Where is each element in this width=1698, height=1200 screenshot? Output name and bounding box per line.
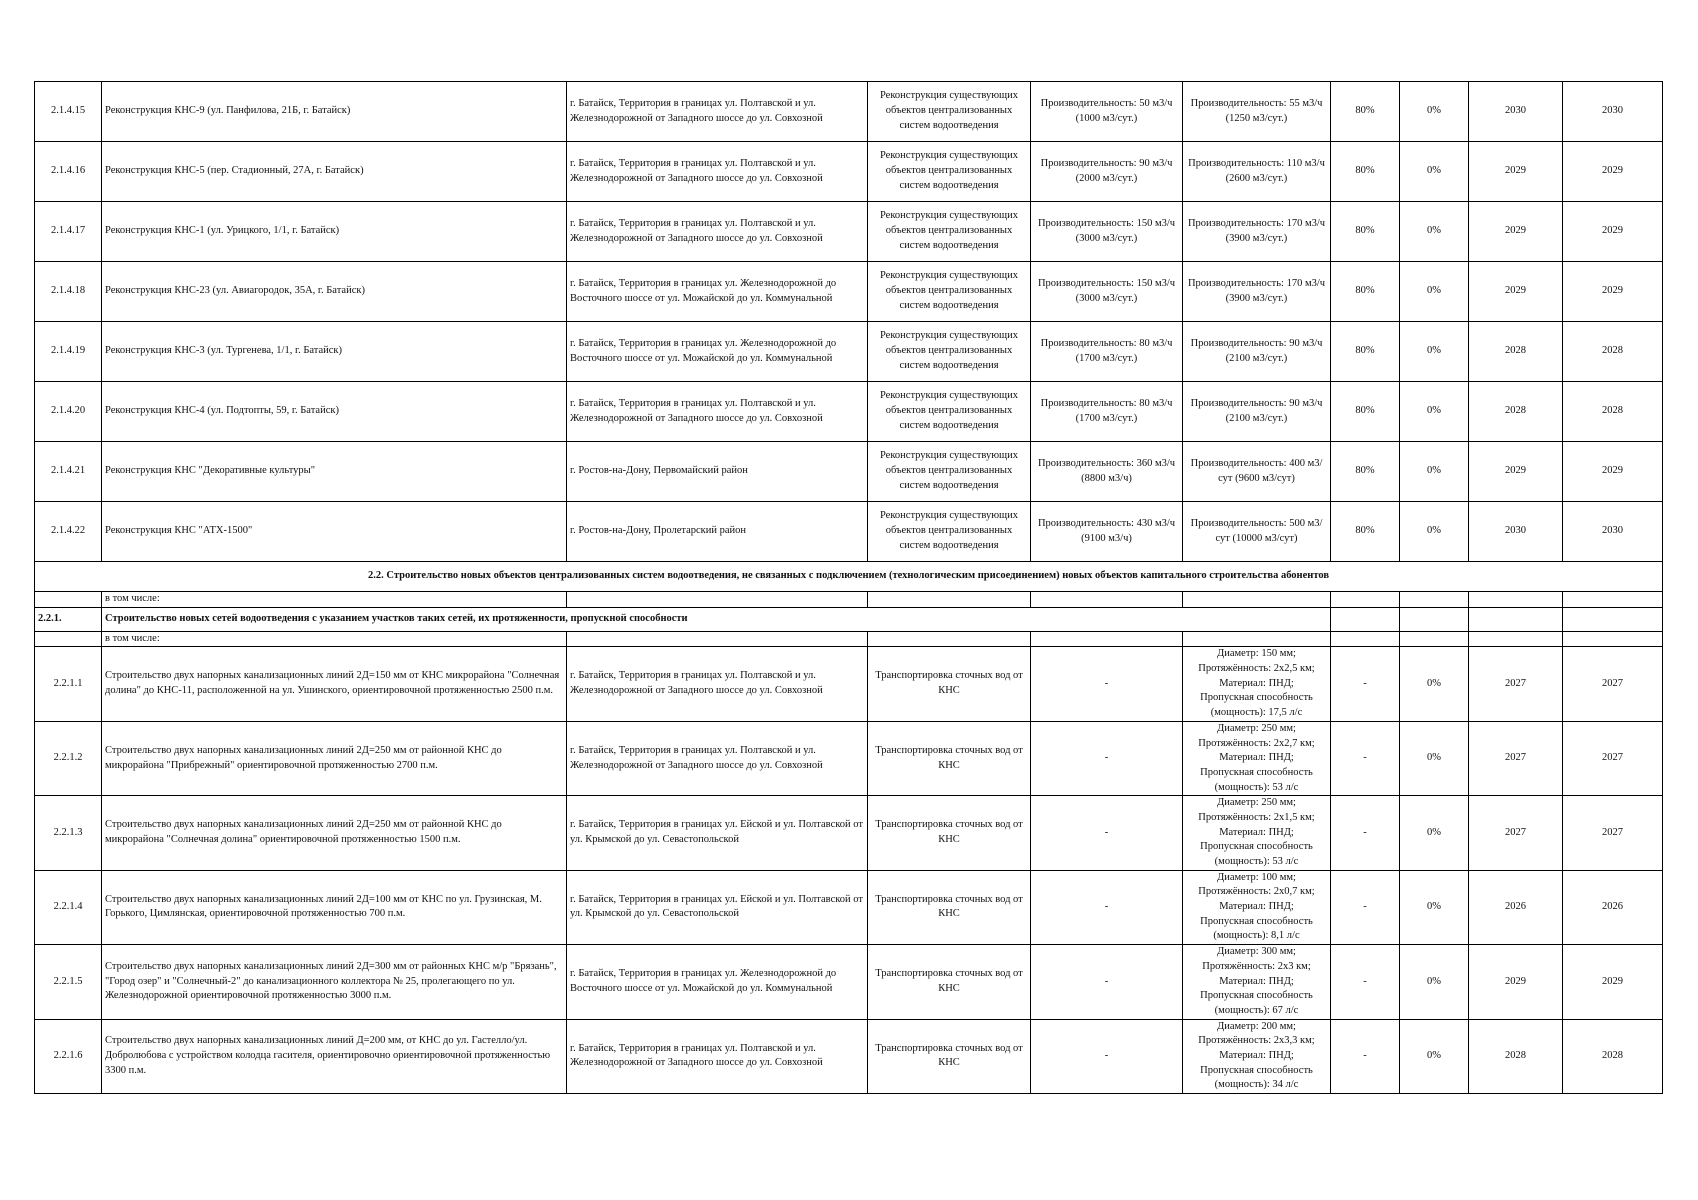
progress-percent: 0%	[1400, 1019, 1469, 1093]
row-number: 2.1.4.16	[35, 142, 102, 202]
parameters-after: Производительность: 110 м3/ч (2600 м3/сут.)	[1183, 142, 1331, 202]
wear-percent: 80%	[1331, 322, 1400, 382]
location: г. Батайск, Территория в границах ул. Полтавской и ул. Железнодорожной от Западного шоссе до ул. Совхозной	[567, 202, 868, 262]
wear-percent: 80%	[1331, 502, 1400, 562]
empty-cell	[868, 631, 1031, 647]
parameter-line: Пропускная способность	[1200, 841, 1313, 853]
empty-cell	[1469, 592, 1563, 608]
table-row	[35, 647, 1663, 721]
progress-percent: 0%	[1400, 262, 1469, 322]
location: г. Батайск, Территория в границах ул. Ейской и ул. Полтавской от ул. Крымской до ул. Севастопольской	[567, 796, 868, 870]
measure-name: Строительство двух напорных канализационных линий 2Д=300 мм от районных КНС м/р "Брязань", "Город озер" и "Солнечный-2" до канализационного коллектора № 25, пролегающего по ул. Железнодорожной ориентировочной протяженностью 3000 п.м.	[102, 945, 567, 1019]
start-year: 2027	[1469, 796, 1563, 870]
start-year: 2029	[1469, 262, 1563, 322]
parameter-line: Диаметр: 200 мм;	[1217, 1020, 1296, 1032]
end-year: 2027	[1563, 796, 1663, 870]
parameters-after: Производительность: 90 м3/ч (2100 м3/сут.)	[1183, 322, 1331, 382]
table-row	[35, 870, 1663, 944]
parameter-line: Диаметр: 250 мм;	[1217, 722, 1296, 734]
measure-name: Реконструкция КНС-4 (ул. Подтопты, 59, г. Батайск)	[102, 382, 567, 442]
empty-cell	[35, 631, 102, 647]
parameter-line: Диаметр: 150 мм;	[1217, 648, 1296, 660]
start-year: 2030	[1469, 82, 1563, 142]
parameter-line: Материал: ПНД;	[1219, 826, 1294, 838]
parameters-before: -	[1031, 870, 1183, 944]
row-number: 2.2.1.4	[35, 870, 102, 944]
progress-percent: 0%	[1400, 647, 1469, 721]
row-number: 2.1.4.20	[35, 382, 102, 442]
table-row	[35, 502, 1663, 562]
parameters-after	[1183, 796, 1331, 870]
start-year: 2027	[1469, 647, 1563, 721]
measure-purpose: Реконструкция существующих объектов централизованных систем водоотведения	[868, 322, 1031, 382]
table-row	[35, 202, 1663, 262]
measure-name: Строительство двух напорных канализационных линий 2Д=250 мм от районной КНС до микрорайона "Солнечная долина" ориентировочной протяженностью 1500 п.м.	[102, 796, 567, 870]
end-year: 2027	[1563, 721, 1663, 795]
row-number: 2.2.1.6	[35, 1019, 102, 1093]
empty-cell	[1331, 631, 1400, 647]
progress-percent: 0%	[1400, 202, 1469, 262]
progress-percent: 0%	[1400, 322, 1469, 382]
empty-cell	[567, 592, 868, 608]
measure-name: Строительство двух напорных канализационных линий 2Д=100 мм от КНС по ул. Грузинская, М. Горького, Цимлянская, ориентировочной протяженностью 700 п.м.	[102, 870, 567, 944]
location: г. Батайск, Территория в границах ул. Полтавской и ул. Железнодорожной от Западного шоссе до ул. Совхозной	[567, 647, 868, 721]
progress-percent: 0%	[1400, 870, 1469, 944]
table-row	[35, 82, 1663, 142]
location: г. Батайск, Территория в границах ул. Полтавской и ул. Железнодорожной от Западного шоссе до ул. Совхозной	[567, 721, 868, 795]
table-row	[35, 1019, 1663, 1093]
wear-percent: -	[1331, 796, 1400, 870]
parameters-before: Производительность: 150 м3/ч (3000 м3/сут.)	[1031, 202, 1183, 262]
parameter-line: Пропускная способность	[1200, 915, 1313, 927]
parameter-line: Диаметр: 250 мм;	[1217, 797, 1296, 809]
wear-percent: -	[1331, 1019, 1400, 1093]
parameters-before: Производительность: 150 м3/ч (3000 м3/сут.)	[1031, 262, 1183, 322]
measure-purpose: Транспортировка сточных вод от КНС	[868, 1019, 1031, 1093]
wear-percent: 80%	[1331, 142, 1400, 202]
measure-purpose: Реконструкция существующих объектов централизованных систем водоотведения	[868, 202, 1031, 262]
measure-name: Реконструкция КНС-5 (пер. Стадионный, 27А, г. Батайск)	[102, 142, 567, 202]
parameters-before: Производительность: 90 м3/ч (2000 м3/сут.)	[1031, 142, 1183, 202]
start-year: 2027	[1469, 721, 1563, 795]
end-year: 2027	[1563, 647, 1663, 721]
parameter-line: Протяжённость: 2х1,5 км;	[1198, 811, 1315, 823]
row-number: 2.2.1.2	[35, 721, 102, 795]
parameter-line: Материал: ПНД;	[1219, 752, 1294, 764]
location: г. Батайск, Территория в границах ул. Ейской и ул. Полтавской от ул. Крымской до ул. Севастопольской	[567, 870, 868, 944]
row-number: 2.1.4.17	[35, 202, 102, 262]
measure-name: Реконструкция КНС-1 (ул. Урицкого, 1/1, г. Батайск)	[102, 202, 567, 262]
parameters-after	[1183, 945, 1331, 1019]
location: г. Батайск, Территория в границах ул. Железнодорожной до Восточного шоссе от ул. Можайской до ул. Коммунальной	[567, 262, 868, 322]
row-number: 2.1.4.21	[35, 442, 102, 502]
empty-cell	[1563, 607, 1663, 631]
progress-percent: 0%	[1400, 502, 1469, 562]
table-row	[35, 631, 1663, 647]
parameters-before: Производительность: 360 м3/ч (8800 м3/ч)	[1031, 442, 1183, 502]
empty-cell	[1400, 592, 1469, 608]
including-label: в том числе:	[102, 592, 567, 608]
parameters-after	[1183, 647, 1331, 721]
parameters-before: -	[1031, 796, 1183, 870]
parameter-line: (мощность): 34 л/с	[1214, 1079, 1299, 1091]
parameters-after	[1183, 721, 1331, 795]
measure-name: Строительство двух напорных канализационных линий Д=200 мм, от КНС до ул. Гастелло/ул. Добролюбова с устройством колодца гасителя, ориентировочно ориентировочной протяженностью 3300 п.м.	[102, 1019, 567, 1093]
location: г. Батайск, Территория в границах ул. Полтавской и ул. Железнодорожной от Западного шоссе до ул. Совхозной	[567, 82, 868, 142]
measure-name: Реконструкция КНС "АТХ-1500"	[102, 502, 567, 562]
table-row	[35, 721, 1663, 795]
parameter-line: Диаметр: 300 мм;	[1217, 946, 1296, 958]
measures-table	[34, 81, 1663, 1094]
location: г. Ростов-на-Дону, Пролетарский район	[567, 502, 868, 562]
parameters-before: -	[1031, 1019, 1183, 1093]
table-row	[35, 322, 1663, 382]
wear-percent: -	[1331, 870, 1400, 944]
parameter-line: (мощность): 53 л/с	[1214, 781, 1299, 793]
end-year: 2029	[1563, 142, 1663, 202]
parameters-after	[1183, 870, 1331, 944]
including-label: в том числе:	[102, 631, 567, 647]
measure-purpose: Реконструкция существующих объектов централизованных систем водоотведения	[868, 142, 1031, 202]
measure-name: Реконструкция КНС-23 (ул. Авиагородок, 35А, г. Батайск)	[102, 262, 567, 322]
measure-purpose: Реконструкция существующих объектов централизованных систем водоотведения	[868, 442, 1031, 502]
measure-purpose: Реконструкция существующих объектов централизованных систем водоотведения	[868, 82, 1031, 142]
parameters-after: Производительность: 400 м3/сут (9600 м3/сут)	[1183, 442, 1331, 502]
empty-cell	[1331, 592, 1400, 608]
location: г. Батайск, Территория в границах ул. Полтавской и ул. Железнодорожной от Западного шоссе до ул. Совхозной	[567, 142, 868, 202]
parameters-before: Производительность: 80 м3/ч (1700 м3/сут.)	[1031, 322, 1183, 382]
start-year: 2029	[1469, 945, 1563, 1019]
subsection-title: Строительство новых сетей водоотведения с указанием участков таких сетей, их протяженности, пропускной способности	[102, 607, 1331, 631]
progress-percent: 0%	[1400, 382, 1469, 442]
parameter-line: (мощность): 53 л/с	[1214, 856, 1299, 867]
end-year: 2028	[1563, 1019, 1663, 1093]
end-year: 2029	[1563, 262, 1663, 322]
parameters-before: Производительность: 80 м3/ч (1700 м3/сут.)	[1031, 382, 1183, 442]
wear-percent: -	[1331, 721, 1400, 795]
end-year: 2026	[1563, 870, 1663, 944]
location: г. Батайск, Территория в границах ул. Железнодорожной до Восточного шоссе от ул. Можайской до ул. Коммунальной	[567, 945, 868, 1019]
parameters-before: -	[1031, 721, 1183, 795]
measure-purpose: Реконструкция существующих объектов централизованных систем водоотведения	[868, 502, 1031, 562]
start-year: 2029	[1469, 442, 1563, 502]
end-year: 2028	[1563, 382, 1663, 442]
measure-purpose: Реконструкция существующих объектов централизованных систем водоотведения	[868, 262, 1031, 322]
empty-cell	[1400, 607, 1469, 631]
start-year: 2030	[1469, 502, 1563, 562]
start-year: 2029	[1469, 142, 1563, 202]
wear-percent: -	[1331, 647, 1400, 721]
empty-cell	[1400, 631, 1469, 647]
measure-purpose: Транспортировка сточных вод от КНС	[868, 721, 1031, 795]
start-year: 2028	[1469, 322, 1563, 382]
start-year: 2028	[1469, 1019, 1563, 1093]
empty-cell	[1183, 631, 1331, 647]
parameter-line: Пропускная способность	[1200, 1064, 1313, 1076]
start-year: 2029	[1469, 202, 1563, 262]
parameters-after: Производительность: 55 м3/ч (1250 м3/сут.)	[1183, 82, 1331, 142]
table-row	[35, 796, 1663, 870]
measure-purpose: Транспортировка сточных вод от КНС	[868, 796, 1031, 870]
parameter-line: Материал: ПНД;	[1219, 1049, 1294, 1061]
measure-name: Реконструкция КНС-3 (ул. Тургенева, 1/1, г. Батайск)	[102, 322, 567, 382]
end-year: 2029	[1563, 442, 1663, 502]
empty-cell	[1563, 592, 1663, 608]
location: г. Батайск, Территория в границах ул. Полтавской и ул. Железнодорожной от Западного шоссе до ул. Совхозной	[567, 1019, 868, 1093]
empty-cell	[567, 631, 868, 647]
parameter-line: (мощность): 67 л/с	[1214, 1004, 1299, 1016]
parameter-line: Протяжённость: 2х3,3 км;	[1198, 1035, 1315, 1047]
row-number: 2.2.1.3	[35, 796, 102, 870]
start-year: 2026	[1469, 870, 1563, 944]
end-year: 2029	[1563, 945, 1663, 1019]
wear-percent: 80%	[1331, 202, 1400, 262]
subsection-number: 2.2.1.	[35, 607, 102, 631]
measure-name: Строительство двух напорных канализационных линий 2Д=250 мм от районной КНС до микрорайона "Прибрежный" ориентировочной протяженностью 2700 п.м.	[102, 721, 567, 795]
measure-purpose: Транспортировка сточных вод от КНС	[868, 647, 1031, 721]
location: г. Батайск, Территория в границах ул. Железнодорожной до Восточного шоссе от ул. Можайской до ул. Коммунальной	[567, 322, 868, 382]
parameter-line: Пропускная способность	[1200, 692, 1313, 704]
parameter-line: Пропускная способность	[1200, 990, 1313, 1002]
section-title: 2.2. Строительство новых объектов централизованных систем водоотведения, не связанных с подключением (технологическим присоединением) новых объектов капитального строительства абонентов	[35, 562, 1663, 592]
progress-percent: 0%	[1400, 82, 1469, 142]
location: г. Батайск, Территория в границах ул. Полтавской и ул. Железнодорожной от Западного шоссе до ул. Совхозной	[567, 382, 868, 442]
table-row	[35, 142, 1663, 202]
parameters-before: Производительность: 430 м3/ч (9100 м3/ч)	[1031, 502, 1183, 562]
measure-purpose: Реконструкция существующих объектов централизованных систем водоотведения	[868, 382, 1031, 442]
empty-cell	[1469, 631, 1563, 647]
parameters-after: Производительность: 170 м3/ч (3900 м3/сут.)	[1183, 202, 1331, 262]
wear-percent: -	[1331, 945, 1400, 1019]
parameter-line: (мощность): 8,1 л/с	[1213, 930, 1300, 942]
wear-percent: 80%	[1331, 442, 1400, 502]
row-number: 2.1.4.18	[35, 262, 102, 322]
end-year: 2029	[1563, 202, 1663, 262]
table-row	[35, 442, 1663, 502]
table-row	[35, 562, 1663, 592]
parameters-after: Производительность: 170 м3/ч (3900 м3/сут.)	[1183, 262, 1331, 322]
progress-percent: 0%	[1400, 945, 1469, 1019]
end-year: 2030	[1563, 82, 1663, 142]
parameter-line: (мощность): 17,5 л/с	[1210, 707, 1303, 719]
parameter-line: Материал: ПНД;	[1219, 975, 1294, 987]
parameters-before: Производительность: 50 м3/ч (1000 м3/сут.)	[1031, 82, 1183, 142]
table-row	[35, 592, 1663, 608]
parameter-line: Материал: ПНД;	[1219, 901, 1294, 913]
parameters-after: Производительность: 500 м3/сут (10000 м3/сут)	[1183, 502, 1331, 562]
wear-percent: 80%	[1331, 82, 1400, 142]
measure-name: Строительство двух напорных канализационных линий 2Д=150 мм от КНС микрорайона "Солнечная долина" до КНС-11, расположенной на ул. Ушинского, ориентировочной протяженностью 2500 п.м.	[102, 647, 567, 721]
table-row	[35, 607, 1663, 631]
end-year: 2028	[1563, 322, 1663, 382]
empty-cell	[1563, 631, 1663, 647]
measure-purpose: Транспортировка сточных вод от КНС	[868, 870, 1031, 944]
empty-cell	[868, 592, 1031, 608]
table-row	[35, 382, 1663, 442]
progress-percent: 0%	[1400, 721, 1469, 795]
progress-percent: 0%	[1400, 796, 1469, 870]
row-number: 2.2.1.5	[35, 945, 102, 1019]
start-year: 2028	[1469, 382, 1563, 442]
empty-cell	[1469, 607, 1563, 631]
row-number: 2.1.4.15	[35, 82, 102, 142]
progress-percent: 0%	[1400, 142, 1469, 202]
parameter-line: Протяжённость: 2х2,5 км;	[1198, 663, 1315, 675]
location: г. Ростов-на-Дону, Первомайский район	[567, 442, 868, 502]
wear-percent: 80%	[1331, 382, 1400, 442]
row-number: 2.2.1.1	[35, 647, 102, 721]
empty-cell	[35, 592, 102, 608]
parameter-line: Материал: ПНД;	[1219, 677, 1294, 689]
parameters-before: -	[1031, 945, 1183, 1019]
parameter-line: Протяжённость: 2х3 км;	[1202, 960, 1311, 972]
parameter-line: Протяжённость: 2х2,7 км;	[1198, 737, 1315, 749]
progress-percent: 0%	[1400, 442, 1469, 502]
parameter-line: Диаметр: 100 мм;	[1217, 871, 1296, 883]
parameters-after	[1183, 1019, 1331, 1093]
parameter-line: Протяжённость: 2х0,7 км;	[1198, 886, 1315, 898]
parameters-after: Производительность: 90 м3/ч (2100 м3/сут.)	[1183, 382, 1331, 442]
empty-cell	[1331, 607, 1400, 631]
table-row	[35, 945, 1663, 1019]
end-year: 2030	[1563, 502, 1663, 562]
measure-purpose: Транспортировка сточных вод от КНС	[868, 945, 1031, 1019]
empty-cell	[1031, 592, 1183, 608]
measure-name: Реконструкция КНС "Декоративные культуры"	[102, 442, 567, 502]
row-number: 2.1.4.22	[35, 502, 102, 562]
empty-cell	[1183, 592, 1331, 608]
parameters-before: -	[1031, 647, 1183, 721]
wear-percent: 80%	[1331, 262, 1400, 322]
parameter-line: Пропускная способность	[1200, 766, 1313, 778]
empty-cell	[1031, 631, 1183, 647]
measure-name: Реконструкция КНС-9 (ул. Панфилова, 21Б, г. Батайск)	[102, 82, 567, 142]
row-number: 2.1.4.19	[35, 322, 102, 382]
table-row	[35, 262, 1663, 322]
